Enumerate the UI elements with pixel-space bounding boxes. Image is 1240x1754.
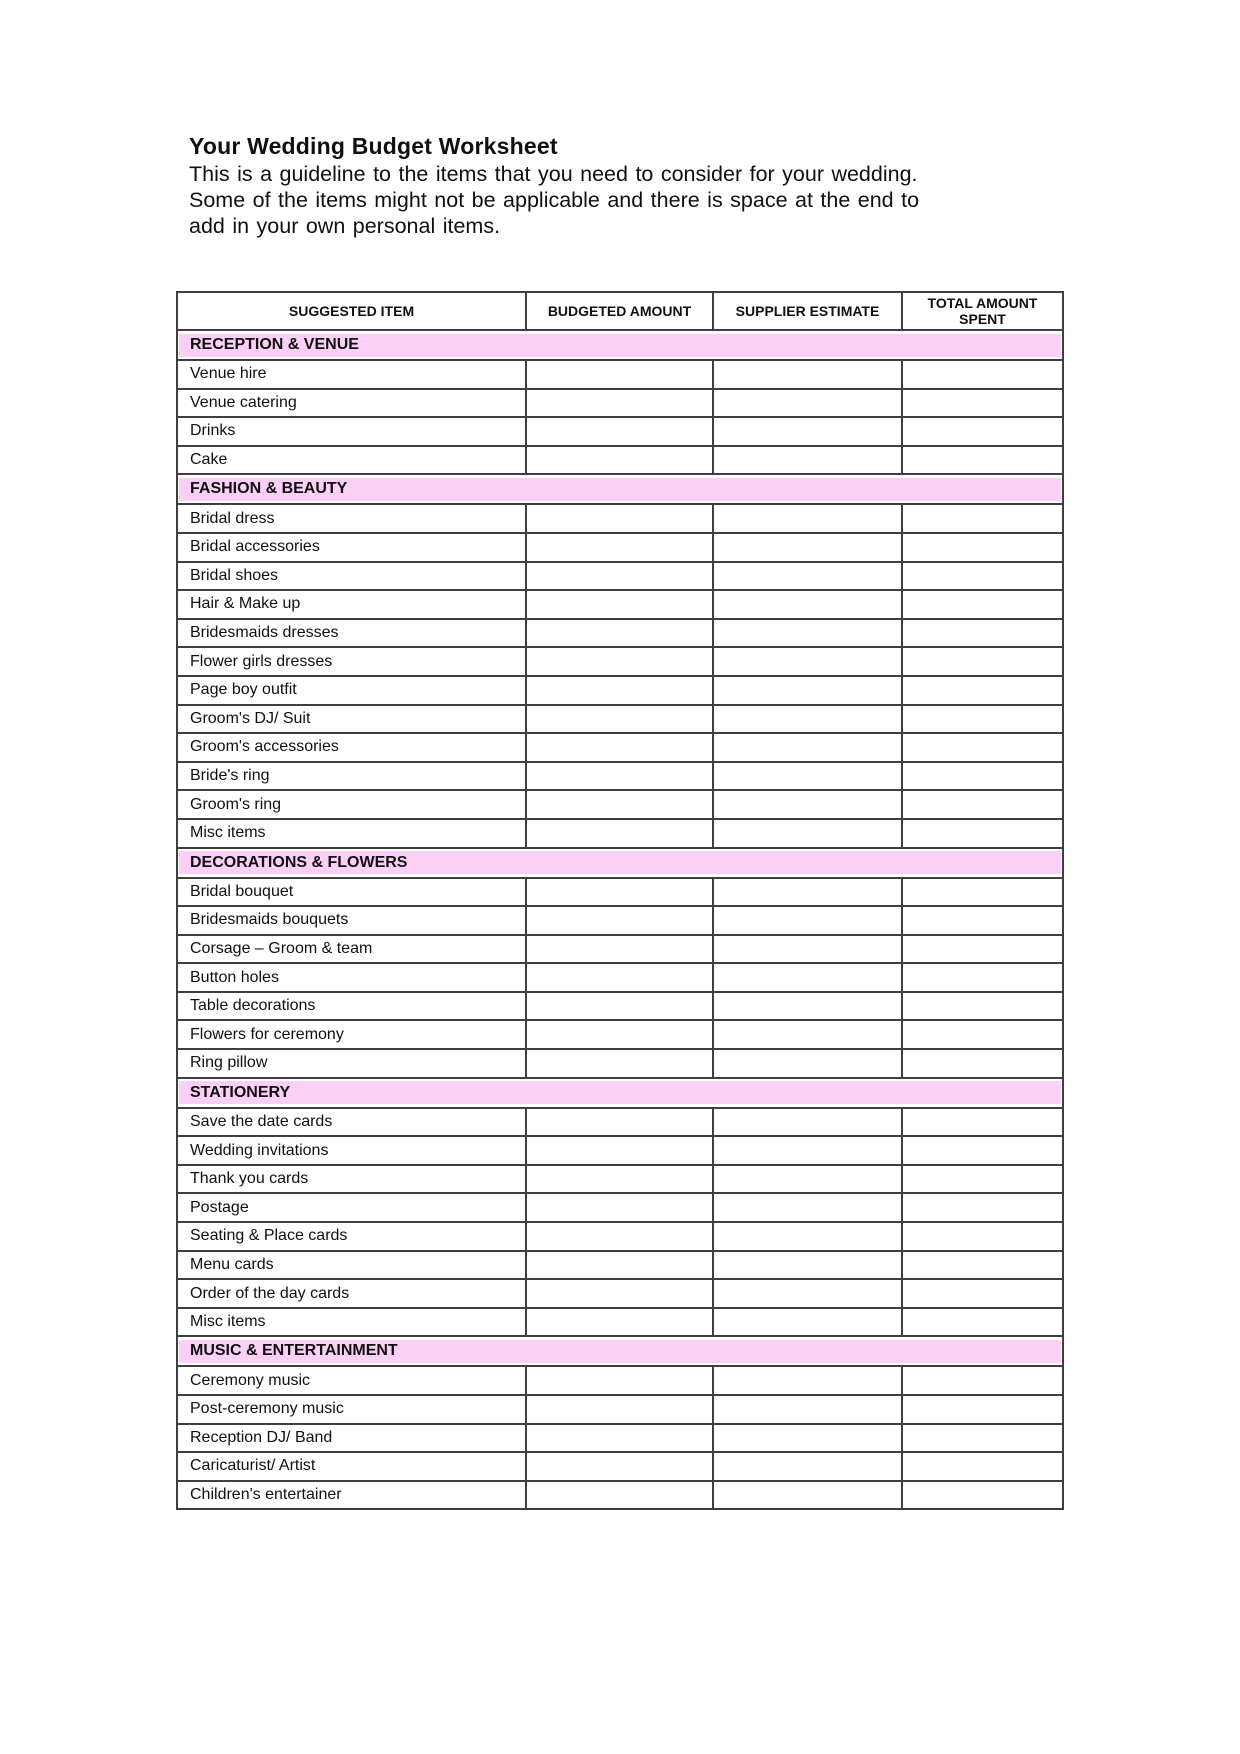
suggested-item-cell: Button holes: [177, 963, 526, 992]
suggested-item-cell: Venue catering: [177, 389, 526, 418]
intro-line: Some of the items might not be applicable and there is space at the end to: [189, 188, 920, 212]
supplier-estimate-cell: [713, 1424, 902, 1453]
total-amount-spent-cell: [902, 762, 1063, 791]
budgeted-amount-cell: [526, 676, 713, 705]
budgeted-amount-cell: [526, 790, 713, 819]
table-row: [177, 1366, 1063, 1395]
column-header-supplier-estimate: SUPPLIER ESTIMATE: [713, 292, 902, 330]
total-amount-spent-cell: [902, 504, 1063, 533]
column-header-total-amount-spent: TOTAL AMOUNT SPENT: [902, 292, 1063, 330]
total-amount-spent-cell: [902, 676, 1063, 705]
table-row: [177, 1279, 1063, 1308]
suggested-item-cell: Groom's ring: [177, 790, 526, 819]
supplier-estimate-cell: [713, 762, 902, 791]
column-header-suggested-item: SUGGESTED ITEM: [177, 292, 526, 330]
table-row: [177, 360, 1063, 389]
budgeted-amount-cell: [526, 1193, 713, 1222]
budgeted-amount-cell: [526, 1452, 713, 1481]
total-amount-spent-cell: [902, 533, 1063, 562]
supplier-estimate-cell: [713, 1308, 902, 1337]
supplier-estimate-cell: [713, 417, 902, 446]
supplier-estimate-cell: [713, 1366, 902, 1395]
budgeted-amount-cell: [526, 1165, 713, 1194]
suggested-item-cell: Venue hire: [177, 360, 526, 389]
supplier-estimate-cell: [713, 878, 902, 907]
intro-paragraph: [189, 161, 919, 239]
table-row: [177, 1452, 1063, 1481]
total-amount-spent-cell: [902, 1222, 1063, 1251]
supplier-estimate-cell: [713, 790, 902, 819]
table-row: [177, 389, 1063, 418]
budgeted-amount-cell: [526, 619, 713, 648]
section-header-cell: [177, 1078, 1063, 1108]
budgeted-amount-cell: [526, 1222, 713, 1251]
budgeted-amount-cell: [526, 590, 713, 619]
table-row: [177, 1136, 1063, 1165]
section-heading: FASHION & BEAUTY: [179, 478, 1061, 501]
total-amount-spent-cell: [902, 446, 1063, 475]
budgeted-amount-cell: [526, 935, 713, 964]
budgeted-amount-cell: [526, 1481, 713, 1510]
budgeted-amount-cell: [526, 733, 713, 762]
table-row: [177, 562, 1063, 591]
budgeted-amount-cell: [526, 1136, 713, 1165]
table-row: [177, 1049, 1063, 1078]
suggested-item-cell: Post-ceremony music: [177, 1395, 526, 1424]
section-heading: RECEPTION & VENUE: [179, 334, 1061, 357]
table-row: [177, 417, 1063, 446]
total-amount-spent-cell: [902, 1308, 1063, 1337]
total-amount-spent-cell: [902, 1193, 1063, 1222]
suggested-item-cell: Groom's DJ/ Suit: [177, 705, 526, 734]
section-heading: STATIONERY: [179, 1081, 1061, 1104]
total-amount-spent-cell: [902, 906, 1063, 935]
column-header-budgeted-amount: BUDGETED AMOUNT: [526, 292, 713, 330]
suggested-item-cell: Children's entertainer: [177, 1481, 526, 1510]
supplier-estimate-cell: [713, 676, 902, 705]
supplier-estimate-cell: [713, 360, 902, 389]
budget-table: [176, 291, 1064, 1510]
table-row: [177, 1222, 1063, 1251]
suggested-item-cell: Postage: [177, 1193, 526, 1222]
total-amount-spent-cell: [902, 1395, 1063, 1424]
total-amount-spent-cell: [902, 590, 1063, 619]
budgeted-amount-cell: [526, 389, 713, 418]
budgeted-amount-cell: [526, 647, 713, 676]
table-row: [177, 790, 1063, 819]
total-amount-spent-cell: [902, 389, 1063, 418]
supplier-estimate-cell: [713, 504, 902, 533]
suggested-item-cell: Bridal accessories: [177, 533, 526, 562]
suggested-item-cell: Bridal dress: [177, 504, 526, 533]
budgeted-amount-cell: [526, 819, 713, 848]
total-amount-spent-cell: [902, 619, 1063, 648]
total-amount-spent-cell: [902, 1108, 1063, 1137]
table-row: [177, 906, 1063, 935]
table-row: [177, 878, 1063, 907]
supplier-estimate-cell: [713, 1481, 902, 1510]
section-header-row: [177, 474, 1063, 504]
total-amount-spent-cell: [902, 790, 1063, 819]
total-amount-spent-cell: [902, 733, 1063, 762]
supplier-estimate-cell: [713, 705, 902, 734]
intro-line: add in your own personal items.: [189, 214, 501, 238]
supplier-estimate-cell: [713, 1108, 902, 1137]
budgeted-amount-cell: [526, 1366, 713, 1395]
supplier-estimate-cell: [713, 819, 902, 848]
section-header-cell: [177, 1336, 1063, 1366]
suggested-item-cell: Flower girls dresses: [177, 647, 526, 676]
total-amount-spent-cell: [902, 1136, 1063, 1165]
budgeted-amount-cell: [526, 360, 713, 389]
section-header-cell: [177, 474, 1063, 504]
supplier-estimate-cell: [713, 533, 902, 562]
suggested-item-cell: Save the date cards: [177, 1108, 526, 1137]
supplier-estimate-cell: [713, 1165, 902, 1194]
budgeted-amount-cell: [526, 878, 713, 907]
table-row: [177, 590, 1063, 619]
table-row: [177, 533, 1063, 562]
budgeted-amount-cell: [526, 1424, 713, 1453]
table-row: [177, 676, 1063, 705]
table-row: [177, 619, 1063, 648]
section-header-row: [177, 1336, 1063, 1366]
intro-line: This is a guideline to the items that you need to consider for your wedding.: [189, 162, 918, 186]
supplier-estimate-cell: [713, 619, 902, 648]
total-amount-spent-cell: [902, 1481, 1063, 1510]
budgeted-amount-cell: [526, 992, 713, 1021]
total-amount-spent-cell: [902, 963, 1063, 992]
suggested-item-cell: Bride's ring: [177, 762, 526, 791]
suggested-item-cell: Page boy outfit: [177, 676, 526, 705]
suggested-item-cell: Drinks: [177, 417, 526, 446]
suggested-item-cell: Cake: [177, 446, 526, 475]
table-row: [177, 1308, 1063, 1337]
total-amount-spent-cell: [902, 705, 1063, 734]
suggested-item-cell: Wedding invitations: [177, 1136, 526, 1165]
supplier-estimate-cell: [713, 446, 902, 475]
budgeted-amount-cell: [526, 1308, 713, 1337]
budgeted-amount-cell: [526, 533, 713, 562]
total-amount-spent-cell: [902, 1165, 1063, 1194]
table-row: [177, 992, 1063, 1021]
budgeted-amount-cell: [526, 446, 713, 475]
total-amount-spent-cell: [902, 992, 1063, 1021]
supplier-estimate-cell: [713, 1279, 902, 1308]
table-row: [177, 1165, 1063, 1194]
suggested-item-cell: Misc items: [177, 819, 526, 848]
supplier-estimate-cell: [713, 963, 902, 992]
budgeted-amount-cell: [526, 906, 713, 935]
section-header-cell: [177, 848, 1063, 878]
supplier-estimate-cell: [713, 1251, 902, 1280]
table-row: [177, 819, 1063, 848]
table-row: [177, 1193, 1063, 1222]
budgeted-amount-cell: [526, 562, 713, 591]
budgeted-amount-cell: [526, 504, 713, 533]
supplier-estimate-cell: [713, 1049, 902, 1078]
total-amount-spent-cell: [902, 1424, 1063, 1453]
table-row: [177, 1020, 1063, 1049]
table-row: [177, 1251, 1063, 1280]
table-row: [177, 1424, 1063, 1453]
table-row: [177, 504, 1063, 533]
budgeted-amount-cell: [526, 1108, 713, 1137]
total-amount-spent-cell: [902, 417, 1063, 446]
table-row: [177, 935, 1063, 964]
suggested-item-cell: Reception DJ/ Band: [177, 1424, 526, 1453]
total-amount-spent-cell: [902, 360, 1063, 389]
suggested-item-cell: Ring pillow: [177, 1049, 526, 1078]
supplier-estimate-cell: [713, 647, 902, 676]
table-row: [177, 762, 1063, 791]
supplier-estimate-cell: [713, 1222, 902, 1251]
supplier-estimate-cell: [713, 733, 902, 762]
supplier-estimate-cell: [713, 1452, 902, 1481]
suggested-item-cell: Bridesmaids dresses: [177, 619, 526, 648]
suggested-item-cell: Order of the day cards: [177, 1279, 526, 1308]
section-header-cell: [177, 330, 1063, 360]
table-row: [177, 647, 1063, 676]
suggested-item-cell: Menu cards: [177, 1251, 526, 1280]
total-amount-spent-cell: [902, 1049, 1063, 1078]
table-row: [177, 1481, 1063, 1510]
supplier-estimate-cell: [713, 935, 902, 964]
budgeted-amount-cell: [526, 1020, 713, 1049]
supplier-estimate-cell: [713, 1395, 902, 1424]
budgeted-amount-cell: [526, 762, 713, 791]
supplier-estimate-cell: [713, 906, 902, 935]
total-amount-spent-cell: [902, 1020, 1063, 1049]
suggested-item-cell: Corsage – Groom & team: [177, 935, 526, 964]
total-amount-spent-cell: [902, 878, 1063, 907]
budgeted-amount-cell: [526, 417, 713, 446]
budgeted-amount-cell: [526, 1279, 713, 1308]
section-header-row: [177, 330, 1063, 360]
section-header-row: [177, 848, 1063, 878]
total-amount-spent-cell: [902, 1452, 1063, 1481]
suggested-item-cell: Misc items: [177, 1308, 526, 1337]
total-amount-spent-cell: [902, 562, 1063, 591]
supplier-estimate-cell: [713, 992, 902, 1021]
table-row: [177, 1108, 1063, 1137]
suggested-item-cell: Thank you cards: [177, 1165, 526, 1194]
suggested-item-cell: Bridal bouquet: [177, 878, 526, 907]
suggested-item-cell: Bridesmaids bouquets: [177, 906, 526, 935]
suggested-item-cell: Hair & Make up: [177, 590, 526, 619]
budgeted-amount-cell: [526, 1049, 713, 1078]
suggested-item-cell: Seating & Place cards: [177, 1222, 526, 1251]
suggested-item-cell: Table decorations: [177, 992, 526, 1021]
suggested-item-cell: Groom's accessories: [177, 733, 526, 762]
budgeted-amount-cell: [526, 1251, 713, 1280]
table-row: [177, 733, 1063, 762]
total-amount-spent-cell: [902, 935, 1063, 964]
column-header-row: [177, 292, 1063, 330]
section-header-row: [177, 1078, 1063, 1108]
suggested-item-cell: Bridal shoes: [177, 562, 526, 591]
supplier-estimate-cell: [713, 1020, 902, 1049]
budgeted-amount-cell: [526, 963, 713, 992]
suggested-item-cell: Ceremony music: [177, 1366, 526, 1395]
total-amount-spent-cell: [902, 1251, 1063, 1280]
supplier-estimate-cell: [713, 389, 902, 418]
supplier-estimate-cell: [713, 590, 902, 619]
total-amount-spent-cell: [902, 819, 1063, 848]
suggested-item-cell: Caricaturist/ Artist: [177, 1452, 526, 1481]
total-amount-spent-cell: [902, 1366, 1063, 1395]
table-row: [177, 446, 1063, 475]
table-row: [177, 963, 1063, 992]
table-row: [177, 1395, 1063, 1424]
section-heading: DECORATIONS & FLOWERS: [179, 851, 1061, 874]
total-amount-spent-cell: [902, 1279, 1063, 1308]
supplier-estimate-cell: [713, 1136, 902, 1165]
supplier-estimate-cell: [713, 562, 902, 591]
section-heading: MUSIC & ENTERTAINMENT: [179, 1340, 1061, 1363]
total-amount-spent-cell: [902, 647, 1063, 676]
budgeted-amount-cell: [526, 705, 713, 734]
budgeted-amount-cell: [526, 1395, 713, 1424]
table-row: [177, 705, 1063, 734]
suggested-item-cell: Flowers for ceremony: [177, 1020, 526, 1049]
supplier-estimate-cell: [713, 1193, 902, 1222]
page-title: Your Wedding Budget Worksheet: [189, 133, 558, 159]
